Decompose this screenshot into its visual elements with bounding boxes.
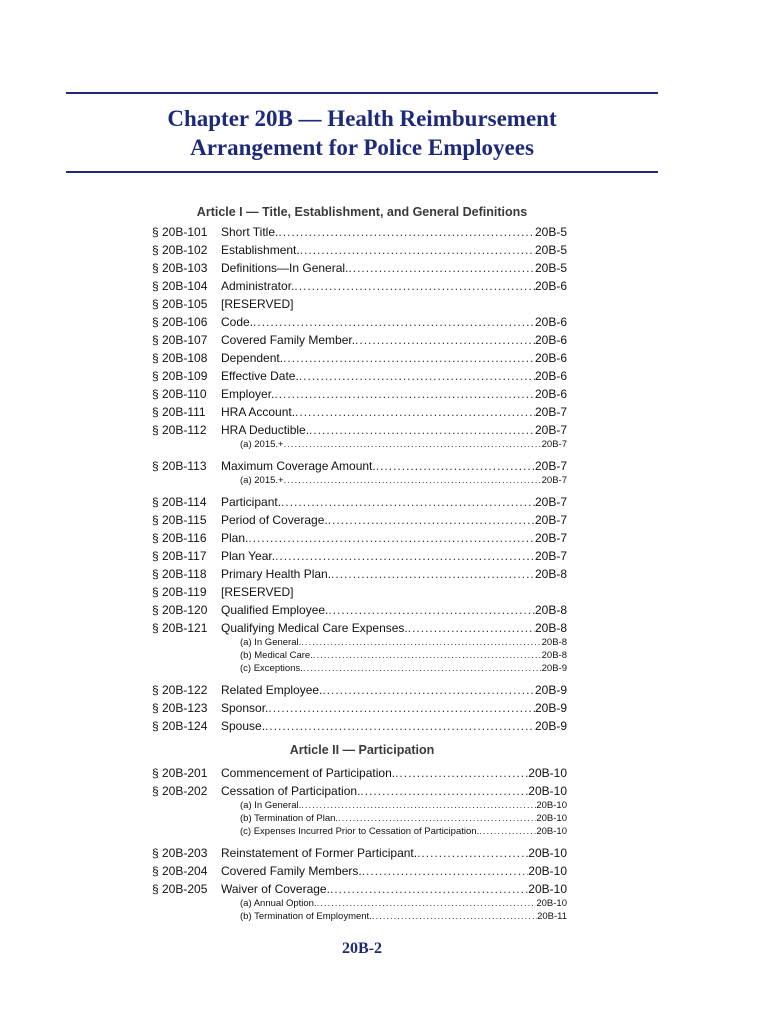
page-ref: 20B-7: [534, 459, 567, 473]
section-number: § 20B-103: [152, 261, 208, 275]
toc-entry[interactable]: [152, 277, 567, 295]
page-ref: 20B-8: [534, 603, 567, 617]
entry-line: [221, 277, 567, 295]
page-ref: 20B-7: [534, 423, 567, 437]
toc-entry[interactable]: [152, 511, 567, 529]
entry-line: [221, 601, 567, 619]
section-number: § 20B-106: [152, 315, 208, 329]
toc-entry[interactable]: [152, 601, 567, 619]
section-number: § 20B-104: [152, 279, 208, 293]
subentry-title: (c) Expenses Incurred Prior to Cessation of Participation.: [240, 826, 480, 837]
leader-dots: [309, 421, 535, 439]
section-title: HRA Deductible.: [221, 423, 310, 437]
section-number: § 20B-203: [152, 846, 208, 860]
section-number: § 20B-105: [152, 297, 208, 311]
leader-dots: [281, 493, 535, 511]
page-ref: 20B-7: [534, 513, 567, 527]
leader-dots: [268, 699, 535, 717]
entry-line: [221, 511, 567, 529]
page-ref: 20B-6: [534, 369, 567, 383]
leader-dots: [331, 565, 535, 583]
subentry-title: (b) Termination of Plan.: [240, 813, 339, 824]
leader-dots: [253, 313, 535, 331]
page-ref: 20B-6: [534, 315, 567, 329]
toc-entry[interactable]: [152, 764, 567, 782]
leader-dots: [283, 349, 535, 367]
entry-line: [221, 349, 567, 367]
entry-line: [221, 844, 567, 862]
toc-entry[interactable]: [152, 241, 567, 259]
section-number: § 20B-108: [152, 351, 208, 365]
section-title: Waiver of Coverage.: [221, 882, 330, 896]
leader-dots: [265, 717, 535, 735]
page-ref: 20B-6: [534, 279, 567, 293]
toc-entry[interactable]: [152, 295, 567, 313]
section-number: § 20B-111: [152, 405, 206, 419]
leader-dots: [284, 474, 542, 487]
toc-subentry[interactable]: [240, 474, 567, 487]
page-ref: 20B-11: [537, 911, 567, 922]
page-ref: 20B-9: [534, 719, 567, 733]
chapter-title-line-1: Chapter 20B — Health Reimbursement: [167, 106, 557, 131]
entry-line: [221, 862, 567, 880]
toc-entry[interactable]: [152, 583, 567, 601]
chapter-title: [66, 104, 658, 162]
section-title: Employer.: [221, 387, 275, 401]
toc-entry[interactable]: [152, 313, 567, 331]
section-title: [RESERVED]: [221, 585, 294, 599]
toc-subentry[interactable]: [240, 438, 567, 451]
section-number: § 20B-120: [152, 603, 208, 617]
subentry-title: (c) Exceptions.: [240, 663, 303, 674]
entry-line: [221, 699, 567, 717]
leader-dots: [313, 649, 542, 662]
section-number: § 20B-121: [152, 621, 208, 635]
entry-line: [221, 367, 567, 385]
leader-dots: [303, 662, 542, 675]
toc-entry[interactable]: [152, 529, 567, 547]
section-number: § 20B-118: [152, 567, 207, 581]
page-ref: 20B-10: [536, 800, 567, 811]
chapter-title-line-2: Arrangement for Police Employees: [190, 135, 534, 160]
page-ref: 20B-10: [528, 766, 567, 780]
entry-line: [221, 583, 567, 601]
toc-entry[interactable]: [152, 619, 567, 637]
leader-dots: [274, 385, 535, 403]
subentry-line: [240, 438, 567, 451]
section-number: § 20B-124: [152, 719, 208, 733]
section-title: Covered Family Member.: [221, 333, 356, 347]
bottom-rule: [66, 171, 658, 173]
section-title: Effective Date.: [221, 369, 299, 383]
leader-dots: [295, 403, 535, 421]
entry-line: [221, 331, 567, 349]
subentry-title: (a) Annual Option.: [240, 898, 317, 909]
section-title: Period of Coverage.: [221, 513, 328, 527]
page-ref: 20B-9: [534, 701, 567, 715]
subentry-title: (a) 2015.+: [240, 475, 284, 486]
section-title: Qualified Employee.: [221, 603, 329, 617]
subentry-line: [240, 897, 567, 910]
entry-line: [221, 223, 567, 241]
leader-dots: [301, 799, 536, 812]
section-number: § 20B-110: [152, 387, 207, 401]
toc-entry[interactable]: [152, 457, 567, 475]
subentry-line: [240, 812, 567, 825]
leader-dots: [417, 844, 528, 862]
toc-entry[interactable]: [152, 331, 567, 349]
page-ref: 20B-5: [534, 261, 567, 275]
section-number: § 20B-117: [152, 549, 207, 563]
leader-dots: [479, 825, 536, 838]
section-title: HRA Account.: [221, 405, 296, 419]
page-ref: 20B-10: [528, 846, 567, 860]
page-ref: 20B-8: [541, 637, 567, 648]
section-title: Code.: [221, 315, 254, 329]
toc-subentry[interactable]: [240, 825, 567, 838]
toc-entry[interactable]: [152, 223, 567, 241]
section-title: Plan Year.: [221, 549, 276, 563]
leader-dots: [294, 277, 535, 295]
subentry-title: (b) Termination of Employment.: [240, 911, 372, 922]
subentry-line: [240, 649, 567, 662]
leader-dots: [301, 636, 541, 649]
page-ref: 20B-6: [534, 351, 567, 365]
subentry-title: (a) In General.: [240, 637, 302, 648]
toc-entry[interactable]: [152, 880, 567, 898]
page-ref: 20B-7: [534, 495, 567, 509]
page-ref: 20B-6: [534, 387, 567, 401]
article1-heading: Article I — Title, Establishment, and General Definitions: [196, 205, 528, 219]
page-ref: 20B-10: [536, 898, 567, 909]
leader-dots: [355, 331, 535, 349]
toc-entry[interactable]: [152, 259, 567, 277]
subentry-line: [240, 662, 567, 675]
section-title: Primary Health Plan.: [221, 567, 332, 581]
leader-dots: [372, 910, 537, 923]
section-number: § 20B-107: [152, 333, 208, 347]
leader-dots: [338, 812, 536, 825]
section-title: Commencement of Participation.: [221, 766, 396, 780]
section-title: Reinstatement of Former Participant.: [221, 846, 418, 860]
entry-line: [221, 681, 567, 699]
entry-line: [221, 547, 567, 565]
entry-line: [221, 385, 567, 403]
section-number: § 20B-101: [152, 225, 208, 239]
page-ref: 20B-10: [536, 826, 567, 837]
toc-entry[interactable]: [152, 349, 567, 367]
section-title: Administrator.: [221, 279, 295, 293]
entry-line: [221, 717, 567, 735]
entry-line: [221, 782, 567, 800]
leader-dots: [278, 223, 535, 241]
section-title: Qualifying Medical Care Expenses.: [221, 621, 408, 635]
subentry-title: (a) In General.: [240, 800, 302, 811]
subentry-line: [240, 825, 567, 838]
subentry-line: [240, 910, 567, 923]
subentry-line: [240, 799, 567, 812]
toc-subentry[interactable]: [240, 812, 567, 825]
entry-line: [221, 259, 567, 277]
section-title: Short Title.: [221, 225, 279, 239]
toc-entry[interactable]: [152, 699, 567, 717]
page-ref: 20B-10: [528, 882, 567, 896]
entry-line: [221, 529, 567, 547]
section-number: § 20B-123: [152, 701, 208, 715]
toc-subentry[interactable]: [240, 799, 567, 812]
page-ref: 20B-7: [541, 475, 567, 486]
section-number: § 20B-114: [152, 495, 207, 509]
toc-entry[interactable]: [152, 565, 567, 583]
page-ref: 20B-7: [534, 531, 567, 545]
article2-heading: Article II — Participation: [289, 743, 435, 757]
toc-entry[interactable]: [152, 862, 567, 880]
page-number: 20B-2: [342, 940, 382, 957]
top-rule: [66, 92, 658, 94]
section-title: Related Employee.: [221, 683, 323, 697]
toc-subentry[interactable]: [240, 897, 567, 910]
page-ref: 20B-6: [534, 333, 567, 347]
entry-line: [221, 457, 567, 475]
page-ref: 20B-5: [534, 243, 567, 257]
section-title: Sponsor.: [221, 701, 269, 715]
page-ref: 20B-7: [534, 549, 567, 563]
subentry-line: [240, 636, 567, 649]
section-number: § 20B-102: [152, 243, 208, 257]
subentry-line: [240, 474, 567, 487]
leader-dots: [317, 897, 537, 910]
leader-dots: [328, 601, 535, 619]
toc-subentry[interactable]: [240, 662, 567, 675]
entry-line: [221, 295, 567, 313]
leader-dots: [322, 681, 535, 699]
toc-entry[interactable]: [152, 547, 567, 565]
entry-line: [221, 403, 567, 421]
toc-subentry[interactable]: [240, 636, 567, 649]
section-title: Plan.: [221, 531, 249, 545]
section-number: § 20B-113: [152, 459, 207, 473]
page-ref: 20B-9: [541, 663, 567, 674]
section-number: § 20B-122: [152, 683, 208, 697]
section-number: § 20B-204: [152, 864, 208, 878]
toc-subentry[interactable]: [240, 649, 567, 662]
section-number: § 20B-115: [152, 513, 207, 527]
leader-dots: [284, 438, 542, 451]
section-number: § 20B-205: [152, 882, 208, 896]
toc-entry[interactable]: [152, 844, 567, 862]
toc-entry[interactable]: [152, 421, 567, 439]
entry-line: [221, 493, 567, 511]
entry-line: [221, 241, 567, 259]
entry-line: [221, 565, 567, 583]
section-number: § 20B-116: [152, 531, 207, 545]
section-title: Spouse.: [221, 719, 266, 733]
leader-dots: [300, 241, 535, 259]
toc-entry[interactable]: [152, 681, 567, 699]
leader-dots: [275, 547, 535, 565]
section-number: § 20B-112: [152, 423, 207, 437]
leader-dots: [408, 619, 535, 637]
leader-dots: [362, 862, 529, 880]
leader-dots: [328, 511, 535, 529]
section-number: § 20B-202: [152, 784, 208, 798]
page-ref: 20B-8: [541, 650, 567, 661]
section-title: [RESERVED]: [221, 297, 294, 311]
toc-entry[interactable]: [152, 782, 567, 800]
page-ref: 20B-10: [536, 813, 567, 824]
section-title: Participant.: [221, 495, 282, 509]
section-number: § 20B-119: [152, 585, 207, 599]
section-number: § 20B-109: [152, 369, 208, 383]
section-title: Establishment.: [221, 243, 300, 257]
entry-line: [221, 313, 567, 331]
entry-line: [221, 619, 567, 637]
section-title: Dependent.: [221, 351, 284, 365]
section-title: Definitions—In General.: [221, 261, 349, 275]
page-ref: 20B-9: [534, 683, 567, 697]
page-ref: 20B-5: [534, 225, 567, 239]
leader-dots: [299, 367, 535, 385]
toc-entry[interactable]: [152, 493, 567, 511]
toc-entry[interactable]: [152, 385, 567, 403]
page-ref: 20B-10: [528, 864, 567, 878]
toc-subentry[interactable]: [240, 910, 567, 923]
entry-line: [221, 880, 567, 898]
entry-line: [221, 421, 567, 439]
page-ref: 20B-10: [528, 784, 567, 798]
subentry-title: (b) Medical Care.: [240, 650, 313, 661]
subentry-title: (a) 2015.+: [240, 439, 284, 450]
page-ref: 20B-7: [534, 405, 567, 419]
leader-dots: [360, 782, 528, 800]
leader-dots: [330, 880, 528, 898]
page-ref: 20B-8: [534, 567, 567, 581]
leader-dots: [376, 457, 535, 475]
page-ref: 20B-8: [534, 621, 567, 635]
entry-line: [221, 764, 567, 782]
leader-dots: [348, 259, 535, 277]
toc-entry[interactable]: [152, 403, 567, 421]
section-title: Maximum Coverage Amount.: [221, 459, 376, 473]
section-number: § 20B-201: [152, 766, 208, 780]
toc-entry[interactable]: [152, 717, 567, 735]
section-title: Covered Family Members.: [221, 864, 362, 878]
leader-dots: [248, 529, 535, 547]
toc-entry[interactable]: [152, 367, 567, 385]
leader-dots: [395, 764, 528, 782]
section-title: Cessation of Participation.: [221, 784, 361, 798]
page-ref: 20B-7: [541, 439, 567, 450]
